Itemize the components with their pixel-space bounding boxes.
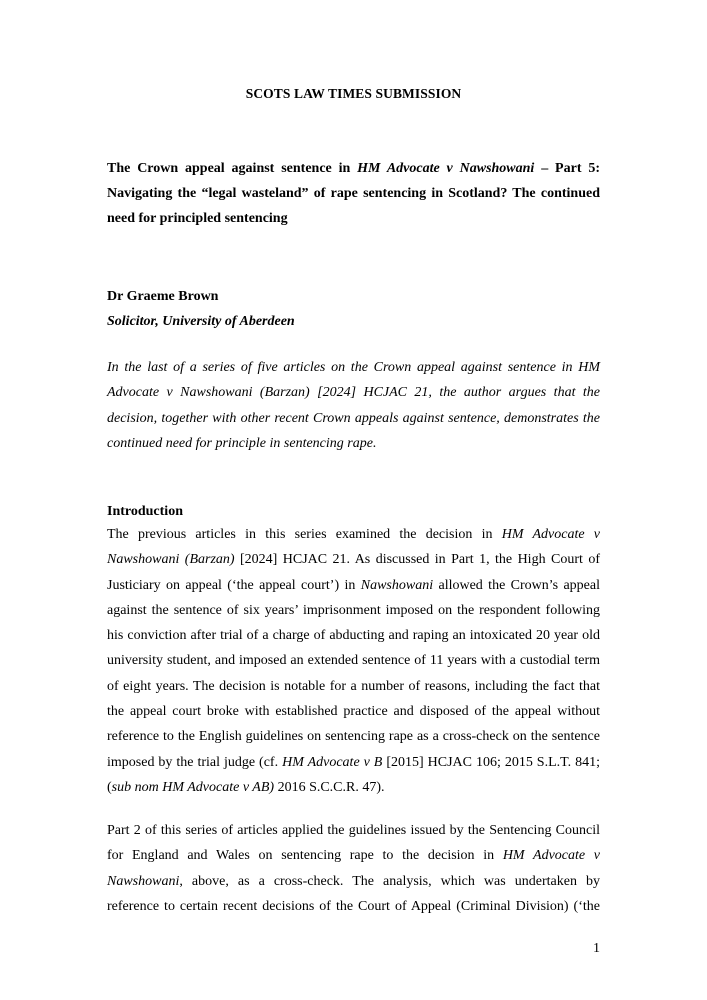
author-name: Dr Graeme Brown (107, 289, 219, 304)
title-line: Navigating the “legal wasteland” of rape sentencing in Scotland? The continued (107, 186, 600, 201)
title-line: need for principled sentencing (107, 211, 288, 226)
author-affiliation: Solicitor, University of Aberdeen (107, 314, 295, 329)
article-title (107, 156, 600, 231)
body-paragraph: The previous articles in this series examined the decision in HM Advocate v Nawshowani (Barzan) [2024] HCJAC 21. As discussed in Part 1, the High Court of Justiciary on appeal (‘the appeal court’) in Nawshowani allowed the Crown’s appeal against the sentence of six years’ imprisonment imposed on the respondent following his conviction after trial of a charge of abducting and raping an intoxicated 20 year old university student, and imposed an extended sentence of 11 years with a custodial term of eight years. The decision is notable for a number of reasons, including the fact that the appeal court broke with established practice and disposed of the appeal without reference to the English guidelines on sentencing rape as a cross-check on the sentence imposed by the trial judge (cf. HM Advocate v B [2015] HCJAC 106; 2015 S.L.T. 841; (sub nom HM Advocate v AB) 2016 S.C.C.R. 47). (107, 527, 601, 795)
section-heading: Introduction (107, 504, 183, 519)
page-number: 1 (593, 941, 600, 956)
abstract: In the last of a series of five articles on the Crown appeal against sentence in HM Advocate v Nawshowani (Barzan) [2024] HCJAC 21, the author argues that the decision, together with other recent Crown appeals against sentence, demonstrates the continued need for principle in sentencing rape. (107, 360, 600, 451)
author-block (107, 284, 295, 334)
title-line: The Crown appeal against sentence in HM Advocate v Nawshowani – Part 5: (107, 161, 600, 176)
body-paragraph: Part 2 of this series of articles applied the guidelines issued by the Sentencing Council for England and Wales on sentencing rape to the decision in HM Advocate v Nawshowani, above, as a cross-check. The analysis, which was undertaken by reference to certain recent decisions of the Court of Appeal (Criminal Division) (‘the (107, 823, 600, 914)
running-header: SCOTS LAW TIMES SUBMISSION (245, 86, 462, 101)
